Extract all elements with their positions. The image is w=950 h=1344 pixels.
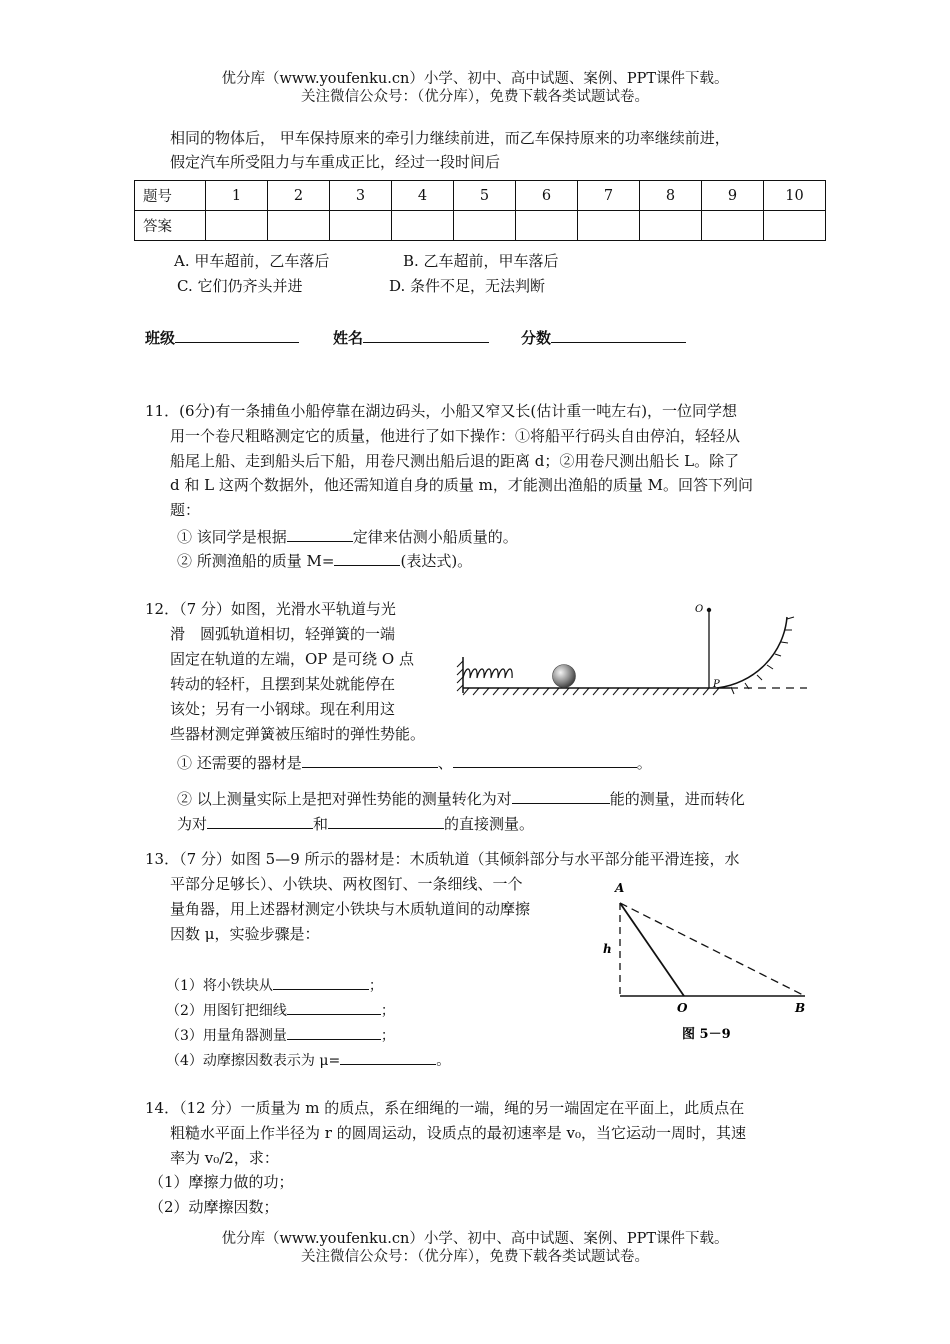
q12-line-6: 些器材测定弹簧被压缩时的弹性势能。 — [170, 725, 426, 743]
q14-sub-1: （1）摩擦力做的功； — [149, 1173, 294, 1191]
score-field — [521, 326, 686, 348]
q11-blank-mass[interactable] — [334, 549, 400, 566]
q12-figure — [455, 595, 815, 710]
q11-sub-1 — [177, 525, 518, 547]
q12-blank-quantity-1[interactable] — [207, 812, 313, 829]
q13-figure — [595, 878, 815, 1048]
table-cell: 6 — [516, 181, 578, 211]
q13-step-3-end: ； — [380, 1028, 395, 1044]
q12-sub-1 — [177, 751, 652, 773]
spring-icon — [463, 669, 512, 678]
q14-line-1: 14．（12 分）一质量为 m 的质点，系在细绳的一端，绳的另一端固定在平面上，此质点在 — [145, 1099, 745, 1117]
q10-line-1: 相同的物体后， 甲车保持原来的牵引力继续前进，而乙车保持原来的功率继续前进， — [170, 129, 730, 147]
class-field — [145, 326, 299, 348]
answer-cell[interactable] — [392, 211, 454, 241]
q11-sub-1-end: 定律来估测小船质量的。 — [352, 528, 518, 546]
q12-line-2: 滑 圆弧轨道相切，轻弹簧的一端 — [170, 625, 396, 643]
answer-cell[interactable] — [764, 211, 826, 241]
table-cell: 10 — [764, 181, 826, 211]
label-h: h — [603, 942, 612, 956]
q13-step-4-end: 。 — [436, 1053, 451, 1069]
q13-step-3 — [166, 1023, 395, 1046]
q10-option-d: D. 条件不足，无法判断 — [389, 277, 546, 295]
arc-track — [717, 617, 787, 688]
row-label-number: 题号 — [135, 181, 206, 211]
q12-sub-1-end: 。 — [636, 754, 652, 772]
q10-option-a: A. 甲车超前，乙车落后 — [174, 252, 330, 270]
q12-sub-2-e: 的直接测量。 — [444, 815, 535, 833]
q13-step-3-text: （3）用量角器测量 — [166, 1028, 287, 1044]
label-o: O — [677, 1001, 688, 1015]
q13-blank-3[interactable] — [287, 1023, 381, 1040]
q12-line-5: 该处；另有一小钢球。现在利用这 — [170, 700, 396, 718]
incline-line — [620, 903, 684, 996]
table-row — [135, 211, 826, 241]
q11-line-4: d 和 L 这两个数据外，他还需知道自身的质量 m，才能测出渔船的质量 M。回答下列问 — [170, 476, 753, 494]
table-row — [135, 181, 826, 211]
q14-line-2: 粗糙水平面上作半径为 r 的圆周运动，设质点的最初速率是 v₀，当它运动一周时，其速 — [170, 1124, 746, 1142]
name-label: 姓名 — [333, 329, 364, 347]
name-input[interactable] — [363, 326, 489, 343]
table-cell: 9 — [702, 181, 764, 211]
footer-line-1: 优分库（www.youfenku.cn）小学、初中、高中试题、案例、PPT课件下载。 — [221, 1231, 729, 1247]
q11-line-3: 船尾上船、走到船头后下船，用卷尺测出船后退的距离 d；②用卷尺测出船长 L。除了 — [170, 452, 740, 470]
table-cell: 4 — [392, 181, 454, 211]
table-cell: 1 — [206, 181, 268, 211]
q13-blank-1[interactable] — [273, 973, 369, 990]
q13-line-2: 平部分足够长）、小铁块、两枚图钉、一条细线、一个 — [170, 875, 523, 893]
table-cell: 3 — [330, 181, 392, 211]
q13-step-1 — [166, 973, 383, 996]
answer-cell[interactable] — [206, 211, 268, 241]
q12-sub-1-sep: 、 — [437, 754, 453, 772]
q13-line-3: 量角器，用上述器材测定小铁块与木质轨道间的动摩擦 — [170, 900, 531, 918]
answer-cell[interactable] — [702, 211, 764, 241]
row-label-answer: 答案 — [135, 211, 206, 241]
answer-cell[interactable] — [640, 211, 702, 241]
q12-sub-2-d: 和 — [313, 815, 329, 833]
q13-step-4-text: （4）动摩擦因数表示为 μ= — [166, 1053, 341, 1069]
figure-caption: 图 5－9 — [682, 1027, 731, 1042]
q11-sub-2-end: (表达式)。 — [400, 552, 473, 570]
q12-line-3: 固定在轨道的左端，OP 是可绕 O 点 — [170, 650, 414, 668]
header-line-2: 关注微信公众号：（优分库），免费下载各类试题试卷。 — [301, 89, 649, 105]
q12-sub-1-text: ① 还需要的器材是 — [177, 754, 302, 772]
answer-cell[interactable] — [516, 211, 578, 241]
answer-cell[interactable] — [454, 211, 516, 241]
q13-blank-4[interactable] — [340, 1048, 436, 1065]
class-input[interactable] — [175, 326, 299, 343]
q12-blank-quantity-2[interactable] — [328, 812, 444, 829]
score-input[interactable] — [551, 326, 686, 343]
q13-line-4: 因数 μ，实验步骤是： — [170, 925, 320, 943]
table-cell: 7 — [578, 181, 640, 211]
q13-step-1-end: ； — [368, 978, 383, 994]
steel-ball-icon — [553, 665, 576, 688]
q13-line-1: 13．（7 分）如图 5—9 所示的器材是：木质轨道（其倾斜部分与水平部分能平滑连接，水 — [145, 850, 740, 868]
q11-line-5: 题： — [170, 501, 201, 519]
ground-hatch — [463, 688, 719, 695]
table-cell: 8 — [640, 181, 702, 211]
q11-sub-1-text: ① 该同学是根据 — [177, 528, 287, 546]
q13-step-2-text: （2）用图钉把细线 — [166, 1003, 287, 1019]
q11-sub-2-text: ② 所测渔船的质量 M= — [177, 552, 335, 570]
q14-sub-2: （2）动摩擦因数； — [149, 1198, 279, 1216]
name-field — [333, 326, 489, 348]
label-o: O — [695, 604, 704, 615]
label-p: P — [713, 679, 720, 690]
q13-step-2-end: ； — [380, 1003, 395, 1019]
q11-line-1: 11．(6分)有一条捕鱼小船停靠在湖边码头，小船又窄又长(估计重一吨左右)，一位同学想 — [145, 402, 738, 420]
q12-sub-2-text: ② 以上测量实际上是把对弹性势能的测量转化为对 — [177, 790, 512, 808]
q12-sub-2 — [177, 787, 745, 809]
score-label: 分数 — [521, 329, 552, 347]
answer-table — [134, 180, 826, 241]
label-b: B — [795, 1001, 806, 1015]
q10-line-2: 假定汽车所受阻力与车重成正比，经过一段时间后 — [170, 153, 501, 171]
q12-line-1: 12．（7 分）如图，光滑水平轨道与光 — [145, 600, 396, 618]
q10-option-b: B. 乙车超前，甲车落后 — [403, 252, 559, 270]
class-label: 班级 — [145, 329, 176, 347]
label-a: A — [615, 881, 625, 895]
header-line-1: 优分库（www.youfenku.cn）小学、初中、高中试题、案例、PPT课件下载。 — [221, 71, 729, 87]
q12-line-4: 转动的轻杆，且摆到某处就能停在 — [170, 675, 396, 693]
q12-sub-2-cont — [177, 812, 534, 834]
answer-cell[interactable] — [578, 211, 640, 241]
table-cell: 2 — [268, 181, 330, 211]
q13-step-4 — [166, 1048, 450, 1071]
q13-step-2 — [166, 998, 395, 1021]
answer-cell[interactable] — [268, 211, 330, 241]
q12-sub-2-mid: 能的测量，进而转化 — [609, 790, 745, 808]
q13-blank-2[interactable] — [287, 998, 381, 1015]
thread-line — [620, 903, 805, 996]
q12-sub-2-c: 为对 — [177, 815, 208, 833]
q10-option-c: C. 它们仍齐头并进 — [177, 277, 303, 295]
q12-blank-equipment-2[interactable] — [453, 751, 637, 768]
q12-blank-energy[interactable] — [512, 787, 610, 804]
footer-line-2: 关注微信公众号：（优分库），免费下载各类试题试卷。 — [301, 1249, 649, 1265]
q12-blank-equipment-1[interactable] — [302, 751, 438, 768]
q11-sub-2 — [177, 549, 472, 571]
answer-cell[interactable] — [330, 211, 392, 241]
q11-blank-law[interactable] — [287, 525, 353, 542]
table-cell: 5 — [454, 181, 516, 211]
q13-step-1-text: （1）将小铁块从 — [166, 978, 273, 994]
q14-line-3: 率为 v₀/2，求： — [170, 1149, 279, 1167]
q11-line-2: 用一个卷尺粗略测定它的质量，他进行了如下操作：①将船平行码头自由停泊，轻轻从 — [170, 427, 741, 445]
